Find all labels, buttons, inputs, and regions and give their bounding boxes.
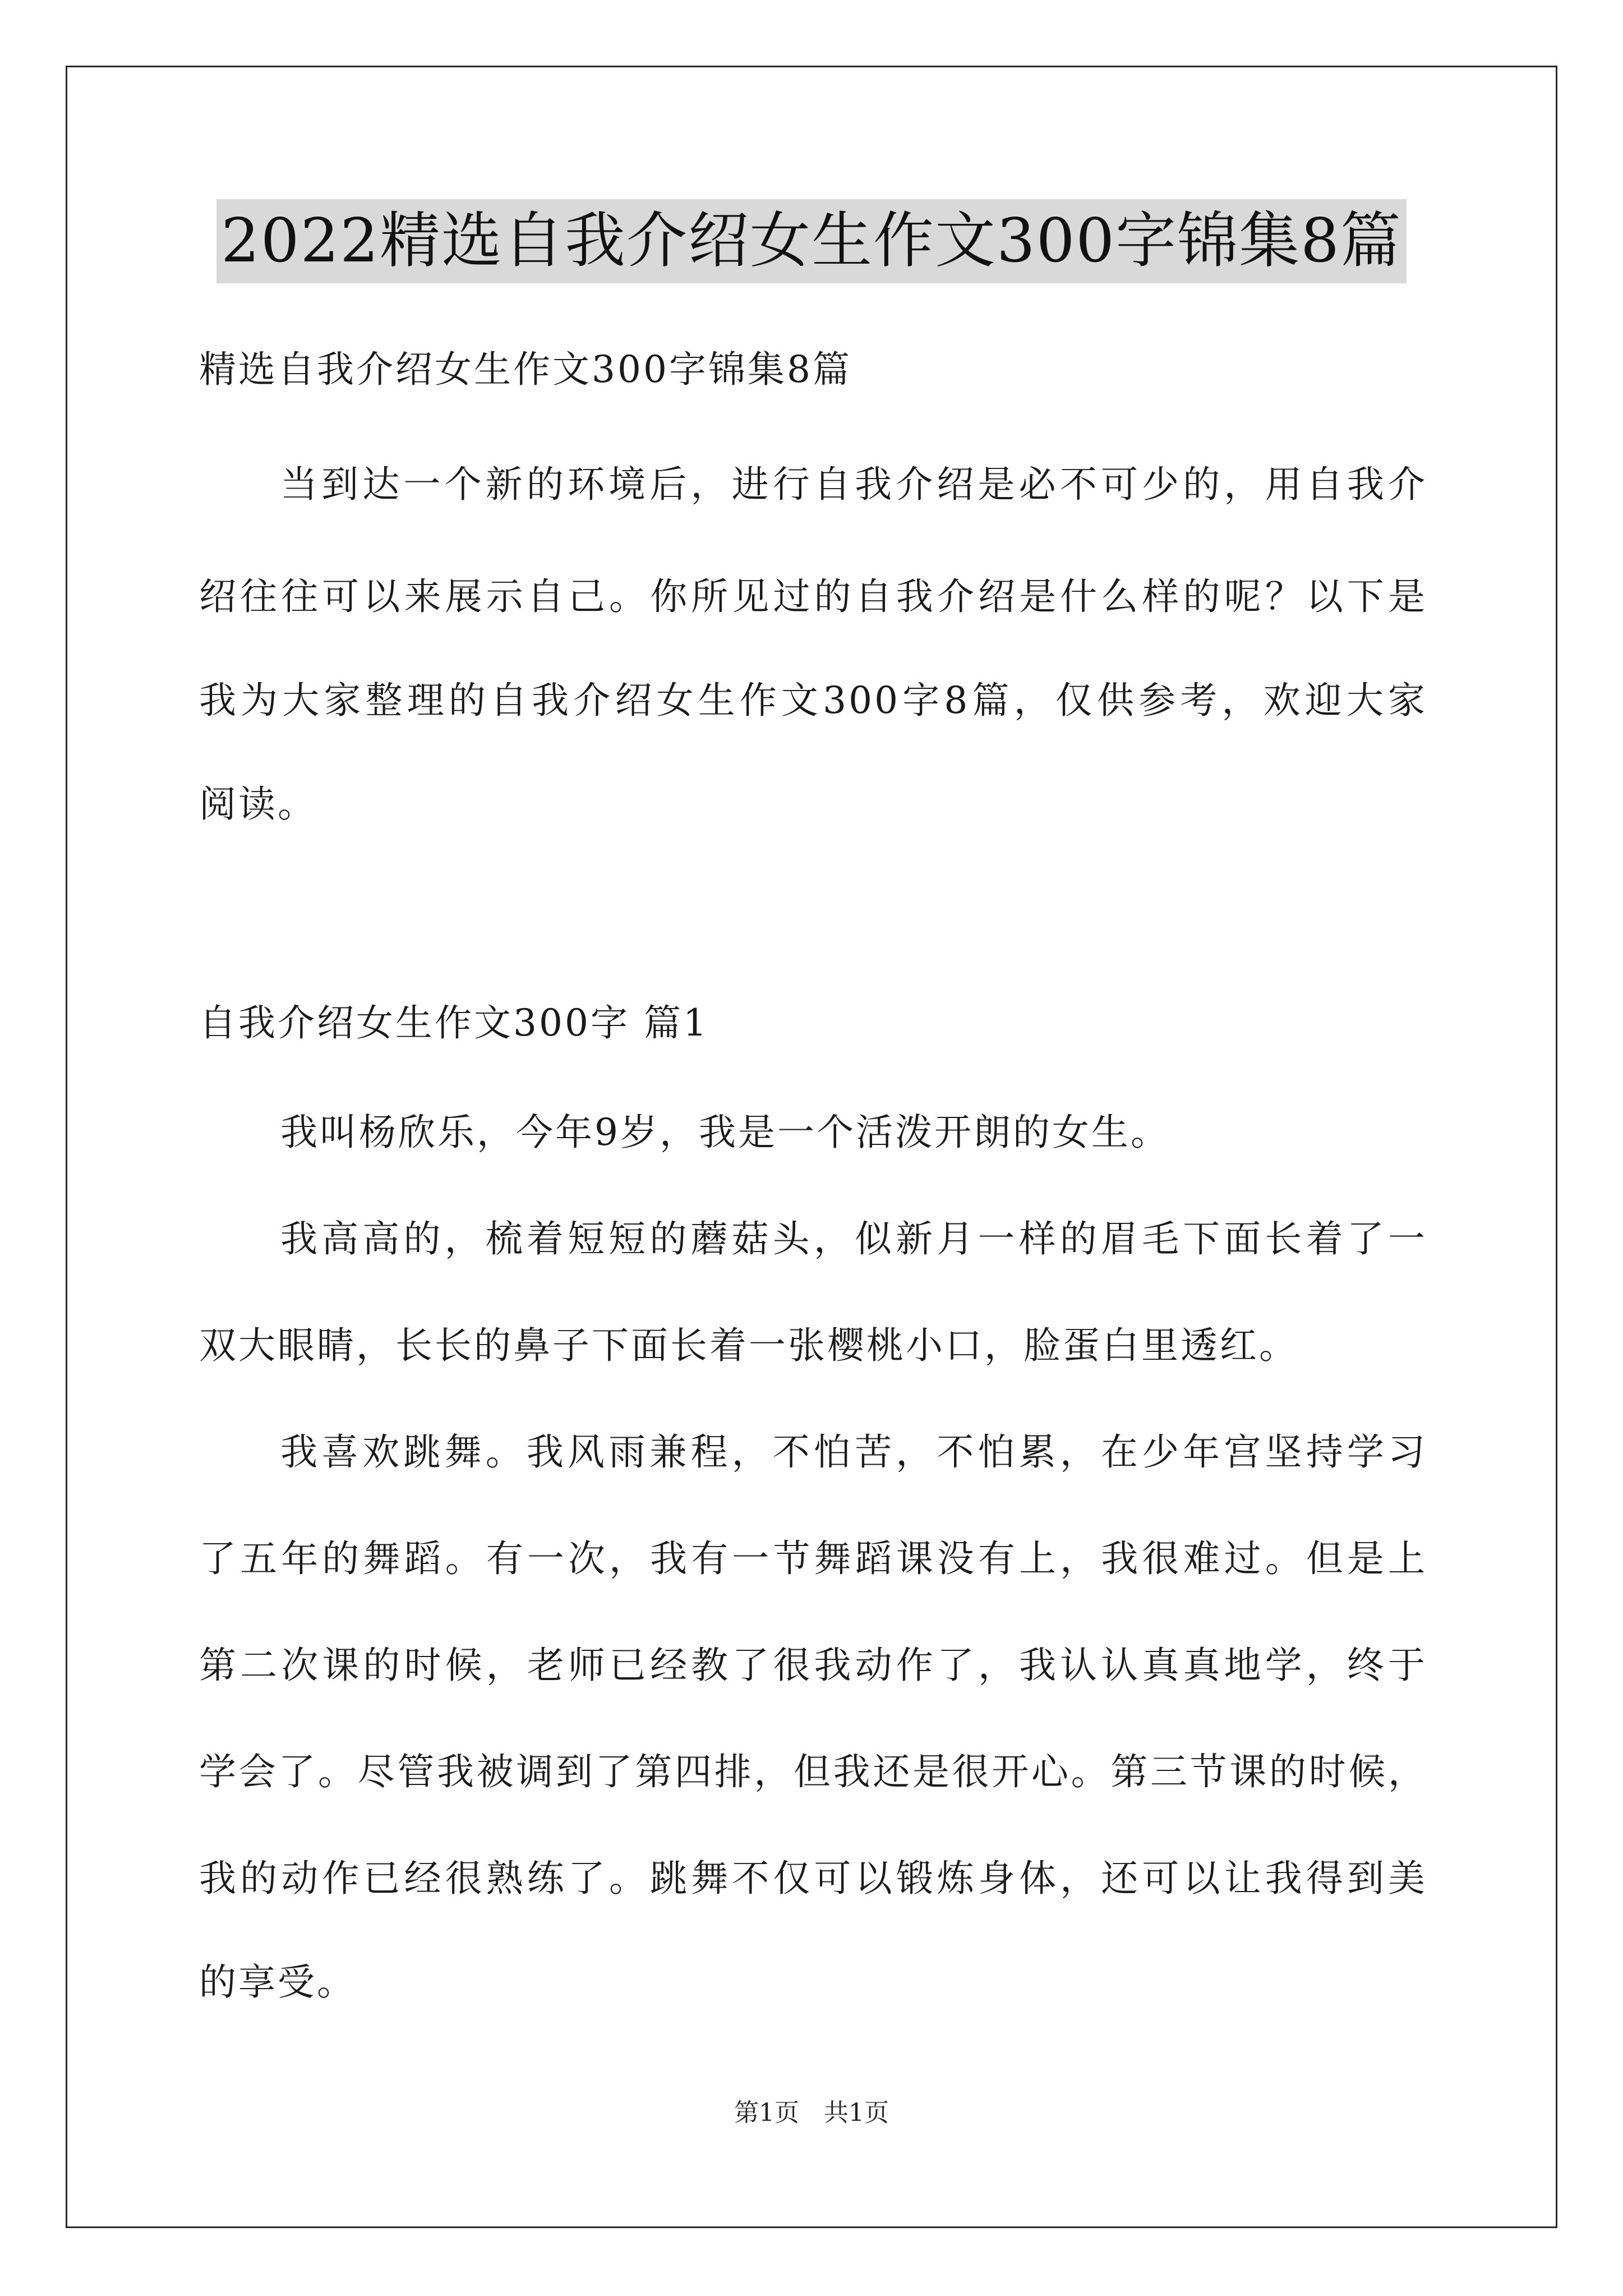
page-number: 第1页 共1页 (734, 2099, 889, 2127)
paragraph-3-line-6: 的享受。 (199, 1961, 356, 2004)
paragraph-3-line-2: 了五年的舞蹈。有一次，我有一节舞蹈课没有上，我很难过。但是上 (199, 1537, 1427, 1580)
intro-line-1: 当到达一个新的环境后，进行自我介绍是必不可少的，用自我介 (280, 463, 1427, 506)
page-footer (0, 2092, 1623, 2128)
section-heading: 自我介绍女生作文300字 篇1 (199, 1001, 709, 1045)
paragraph-2-line-1: 我高高的，梳着短短的蘑菇头，似新月一样的眉毛下面长着了一 (280, 1217, 1427, 1260)
intro-line-2: 绍往往可以来展示自己。你所见过的自我介绍是什么样的呢？以下是 (199, 575, 1427, 618)
paragraph-1-line-1: 我叫杨欣乐，今年9岁，我是一个活泼开朗的女生。 (280, 1111, 1170, 1154)
title-area (0, 199, 1623, 283)
paragraph-3-line-3: 第二次课的时候，老师已经教了很我动作了，我认认真真地学，终于 (199, 1644, 1427, 1687)
paragraph-3-line-1: 我喜欢跳舞。我风雨兼程，不怕苦，不怕累，在少年宫坚持学习 (280, 1430, 1427, 1474)
paragraph-3-line-4: 学会了。尽管我被调到了第四排，但我还是很开心。第三节课的时候， (199, 1750, 1427, 1793)
document-subtitle: 精选自我介绍女生作文300字锦集8篇 (199, 348, 852, 391)
intro-line-4: 阅读。 (199, 783, 317, 826)
paragraph-2-line-2: 双大眼睛，长长的鼻子下面长着一张樱桃小口，脸蛋白里透红。 (199, 1324, 1298, 1367)
intro-line-3: 我为大家整理的自我介绍女生作文300字8篇，仅供参考，欢迎大家 (199, 679, 1427, 722)
paragraph-3-line-5: 我的动作已经很熟练了。跳舞不仅可以锻炼身体，还可以让我得到美 (199, 1857, 1427, 1900)
document-title: 2022精选自我介绍女生作文300字锦集8篇 (216, 199, 1407, 283)
